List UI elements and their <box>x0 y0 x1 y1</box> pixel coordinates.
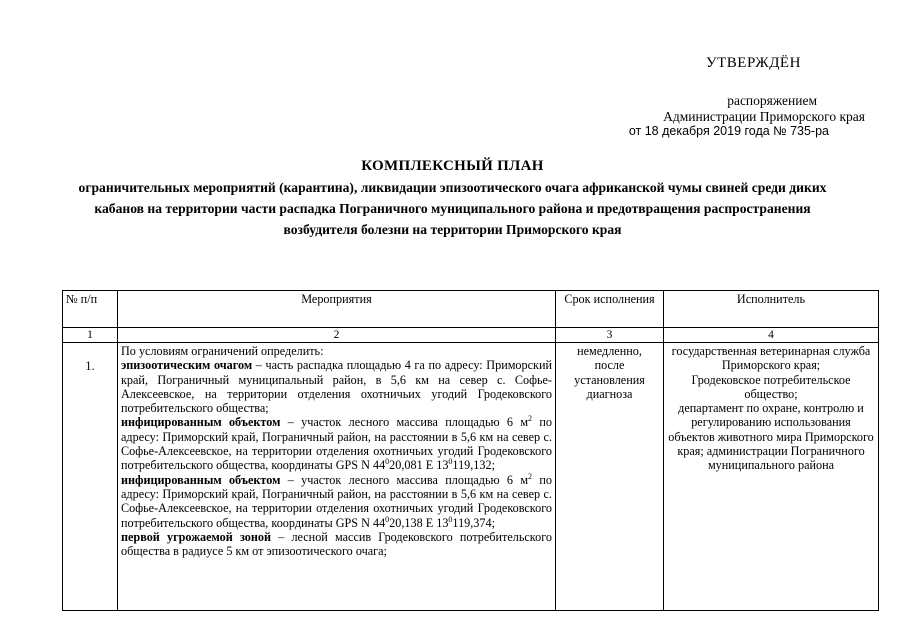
header-num: № п/п <box>63 291 118 328</box>
executor-cell <box>664 343 879 611</box>
order-line-3: от 18 декабря 2019 года № 735-ра <box>628 124 829 138</box>
header-measures: Мероприятия <box>118 291 556 328</box>
measure-text: – участок лесного массива площадью 6 м <box>280 415 529 430</box>
measure-text: 119,374; <box>452 515 495 530</box>
measure-text: по адресу: Приморский край, Пограничный район, на расстоянии в 5,6 км на север с. Софье-Алексеевское, на территории отделения охотничьих угодий Гродековского потребительского общества, координаты GPS N 44 <box>121 415 552 473</box>
executor-item: департамент по охране, контролю и регулированию использования объектов животного мира Приморского края; администрации Пограничного муниципального района <box>668 401 874 473</box>
plan-table <box>62 290 879 611</box>
superscript: 0 <box>385 457 390 467</box>
document-subtitle: ограничительных мероприятий (карантина), ликвидации эпизоотического очага африканской чумы свиней среди диких кабанов на территории части распадка Пограничного муниципального района и предотвращения распространения возбудителя болезни на территории Приморского края <box>78 180 827 237</box>
term-line: немедленно, <box>577 344 642 358</box>
table-row <box>63 343 879 611</box>
measure-text: 20,138 E 13 <box>389 515 449 530</box>
col-number-1: 1 <box>63 328 118 343</box>
measure-keyword: эпизоотическим очагом <box>121 358 253 373</box>
measure-text: – часть распадка площадью 4 га по адресу: Приморский край, Пограничный муниципальный район, в 5,6 км на север с. Софье-Алексеевское, на территории отделения охотничьих угодий Гродековского потребительского общества; <box>121 358 552 416</box>
order-line-1: распоряжением <box>727 93 817 108</box>
executor-item: государственная ветеринарная служба Приморского края; <box>671 344 871 373</box>
measures-intro: По условиям ограничений определить: <box>121 344 324 358</box>
table-header-row <box>63 291 879 328</box>
measure-text: по адресу: Приморский край, Пограничный район, на расстоянии в 5,6 км на север с. Софье-Алексеевское, на территории отделения охотничьих угодий Гродековского потребительского общества, координаты GPS N 44 <box>121 472 552 530</box>
measure-keyword: первой угрожаемой зоной <box>121 529 272 544</box>
measure-item <box>121 530 552 559</box>
measure-item <box>121 358 552 415</box>
superscript: 0 <box>385 514 390 524</box>
term-line: диагноза <box>586 386 633 401</box>
measure-text: – участок лесного массива площадью 6 м <box>280 472 529 487</box>
measure-text: 119,132; <box>452 458 495 473</box>
header-executor: Исполнитель <box>664 291 879 328</box>
measure-item <box>121 415 552 472</box>
measure-text: 20,081 E 13 <box>389 458 449 473</box>
superscript: 0 <box>448 514 453 524</box>
col-number-3: 3 <box>556 328 664 343</box>
executor-item: Гродековское потребительское общество; <box>691 372 851 401</box>
measure-keyword: инфицированным объектом <box>121 472 281 487</box>
column-number-row <box>63 328 879 343</box>
term-line: установления <box>574 372 645 387</box>
col-number-4: 4 <box>664 328 879 343</box>
measure-item <box>121 473 552 530</box>
superscript: 0 <box>448 457 453 467</box>
measures-cell <box>118 343 556 611</box>
header-term: Срок исполнения <box>556 291 664 328</box>
measure-text: – лесной массив Гродековского потребительского общества в радиусе 5 км от эпизоотического очага; <box>121 529 552 559</box>
term-cell <box>556 343 664 611</box>
row-number: 1. <box>63 343 118 611</box>
superscript: 2 <box>528 471 533 481</box>
superscript: 2 <box>528 414 533 424</box>
approved-stamp: УТВЕРЖДЁН <box>706 55 801 71</box>
term-line: после <box>594 358 625 373</box>
measure-keyword: инфицированным объектом <box>121 415 281 430</box>
order-line-2: Администрации Приморского края <box>663 109 865 124</box>
col-number-2: 2 <box>118 328 556 343</box>
document-title: КОМПЛЕКСНЫЙ ПЛАН <box>361 158 544 174</box>
